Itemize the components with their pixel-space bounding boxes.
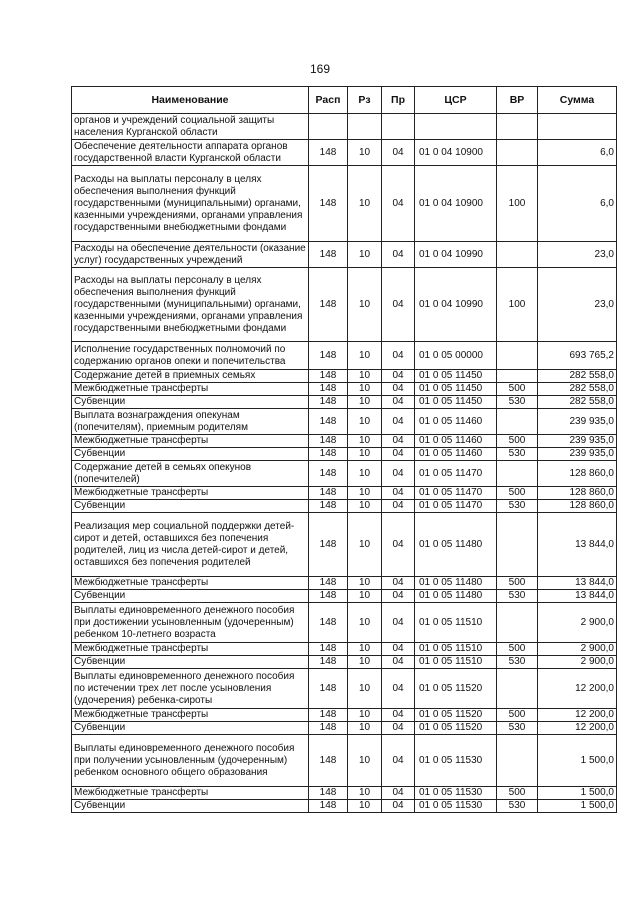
cell-vr <box>497 513 538 577</box>
cell-rz: 10 <box>348 383 382 396</box>
cell-rasp: 148 <box>309 722 348 735</box>
header-pr: Пр <box>382 87 415 114</box>
cell-csr: 01 0 04 10990 <box>415 268 497 342</box>
cell-rasp: 148 <box>309 669 348 709</box>
cell-rz: 10 <box>348 242 382 268</box>
cell-name: Расходы на обеспечение деятельности (оказание услуг) государственных учреждений <box>72 242 309 268</box>
cell-csr: 01 0 05 11510 <box>415 603 497 643</box>
table-row <box>72 787 617 800</box>
cell-sum: 239 935,0 <box>538 409 617 435</box>
cell-vr: 530 <box>497 656 538 669</box>
cell-pr: 04 <box>382 342 415 370</box>
cell-rz: 10 <box>348 709 382 722</box>
cell-pr: 04 <box>382 166 415 242</box>
table-row <box>72 268 617 342</box>
cell-csr: 01 0 05 11530 <box>415 735 497 787</box>
table-row <box>72 396 617 409</box>
cell-pr: 04 <box>382 370 415 383</box>
cell-name: Расходы на выплаты персоналу в целях обеспечения выполнения функций государственными (муниципальными) органами, казенными учреждениями, органами управления государственными внебюджетными фондами <box>72 166 309 242</box>
cell-rasp <box>309 114 348 140</box>
header-name: Наименование <box>72 87 309 114</box>
cell-name: Межбюджетные трансферты <box>72 383 309 396</box>
header-sum: Сумма <box>538 87 617 114</box>
cell-rz: 10 <box>348 166 382 242</box>
table-body <box>72 114 617 813</box>
cell-rasp: 148 <box>309 590 348 603</box>
table-row <box>72 487 617 500</box>
cell-csr: 01 0 05 11460 <box>415 409 497 435</box>
cell-pr: 04 <box>382 669 415 709</box>
cell-csr: 01 0 04 10900 <box>415 166 497 242</box>
cell-pr: 04 <box>382 722 415 735</box>
cell-pr: 04 <box>382 487 415 500</box>
budget-table <box>71 86 617 813</box>
cell-name: Содержание детей в приемных семьях <box>72 370 309 383</box>
cell-csr: 01 0 05 11480 <box>415 513 497 577</box>
cell-sum: 13 844,0 <box>538 590 617 603</box>
cell-vr <box>497 669 538 709</box>
cell-pr: 04 <box>382 409 415 435</box>
cell-sum: 693 765,2 <box>538 342 617 370</box>
cell-rasp: 148 <box>309 342 348 370</box>
cell-rz: 10 <box>348 643 382 656</box>
cell-rz: 10 <box>348 787 382 800</box>
header-csr: ЦСР <box>415 87 497 114</box>
table-row <box>72 500 617 513</box>
table-row <box>72 383 617 396</box>
table-row <box>72 370 617 383</box>
cell-sum: 1 500,0 <box>538 787 617 800</box>
cell-csr: 01 0 05 11460 <box>415 448 497 461</box>
table-row <box>72 800 617 813</box>
cell-name: Выплаты единовременного денежного пособия по истечении трех лет после усыновления (удочерения) ребенка-сироты <box>72 669 309 709</box>
cell-rz: 10 <box>348 590 382 603</box>
cell-rasp: 148 <box>309 448 348 461</box>
cell-csr <box>415 114 497 140</box>
cell-csr: 01 0 05 11470 <box>415 461 497 487</box>
cell-sum: 12 200,0 <box>538 669 617 709</box>
cell-rasp: 148 <box>309 787 348 800</box>
cell-rz: 10 <box>348 735 382 787</box>
cell-rz: 10 <box>348 577 382 590</box>
cell-name: Межбюджетные трансферты <box>72 577 309 590</box>
cell-rasp: 148 <box>309 242 348 268</box>
table-row <box>72 461 617 487</box>
cell-name: Субвенции <box>72 800 309 813</box>
cell-vr: 500 <box>497 787 538 800</box>
table-header-row <box>72 87 617 114</box>
cell-csr: 01 0 05 00000 <box>415 342 497 370</box>
cell-rz: 10 <box>348 656 382 669</box>
table-row <box>72 722 617 735</box>
cell-rz: 10 <box>348 722 382 735</box>
cell-pr: 04 <box>382 461 415 487</box>
cell-rz: 10 <box>348 513 382 577</box>
cell-csr: 01 0 05 11480 <box>415 577 497 590</box>
cell-csr: 01 0 05 11530 <box>415 800 497 813</box>
cell-sum: 282 558,0 <box>538 383 617 396</box>
cell-rz: 10 <box>348 140 382 166</box>
cell-rz: 10 <box>348 800 382 813</box>
cell-rasp: 148 <box>309 735 348 787</box>
cell-pr: 04 <box>382 513 415 577</box>
cell-csr: 01 0 05 11520 <box>415 669 497 709</box>
cell-csr: 01 0 05 11510 <box>415 643 497 656</box>
cell-rz: 10 <box>348 435 382 448</box>
cell-vr <box>497 409 538 435</box>
table-row <box>72 242 617 268</box>
cell-csr: 01 0 05 11450 <box>415 383 497 396</box>
table-row <box>72 735 617 787</box>
cell-sum: 6,0 <box>538 166 617 242</box>
cell-name: Межбюджетные трансферты <box>72 787 309 800</box>
cell-vr: 500 <box>497 709 538 722</box>
cell-name: Субвенции <box>72 656 309 669</box>
cell-sum: 2 900,0 <box>538 603 617 643</box>
cell-name: Межбюджетные трансферты <box>72 643 309 656</box>
cell-vr: 530 <box>497 800 538 813</box>
table-row <box>72 342 617 370</box>
cell-pr: 04 <box>382 448 415 461</box>
table-row <box>72 709 617 722</box>
cell-sum: 12 200,0 <box>538 722 617 735</box>
cell-name: Субвенции <box>72 590 309 603</box>
cell-sum: 23,0 <box>538 242 617 268</box>
cell-vr: 500 <box>497 643 538 656</box>
table-row <box>72 140 617 166</box>
cell-rasp: 148 <box>309 800 348 813</box>
cell-vr <box>497 140 538 166</box>
cell-csr: 01 0 05 11510 <box>415 656 497 669</box>
cell-rz: 10 <box>348 461 382 487</box>
header-rasp: Расп <box>309 87 348 114</box>
cell-sum: 282 558,0 <box>538 370 617 383</box>
cell-rz: 10 <box>348 396 382 409</box>
cell-csr: 01 0 05 11460 <box>415 435 497 448</box>
cell-pr: 04 <box>382 735 415 787</box>
cell-name: Расходы на выплаты персоналу в целях обеспечения выполнения функций государственными (муниципальными) органами, казенными учреждениями, органами управления государственными внебюджетными фондами <box>72 268 309 342</box>
cell-rz: 10 <box>348 370 382 383</box>
cell-name: Субвенции <box>72 448 309 461</box>
cell-csr: 01 0 05 11480 <box>415 590 497 603</box>
cell-csr: 01 0 04 10900 <box>415 140 497 166</box>
cell-pr: 04 <box>382 643 415 656</box>
cell-vr <box>497 114 538 140</box>
cell-vr: 100 <box>497 166 538 242</box>
cell-name: Выплаты единовременного денежного пособия при достижении усыновленным (удочеренным) ребенком 10-летнего возраста <box>72 603 309 643</box>
cell-pr: 04 <box>382 242 415 268</box>
cell-sum: 1 500,0 <box>538 800 617 813</box>
cell-vr: 500 <box>497 383 538 396</box>
cell-sum: 6,0 <box>538 140 617 166</box>
cell-rz: 10 <box>348 669 382 709</box>
cell-vr: 530 <box>497 448 538 461</box>
cell-sum: 239 935,0 <box>538 448 617 461</box>
cell-rz: 10 <box>348 448 382 461</box>
cell-sum: 128 860,0 <box>538 500 617 513</box>
cell-rasp: 148 <box>309 370 348 383</box>
cell-rasp: 148 <box>309 709 348 722</box>
cell-vr <box>497 242 538 268</box>
cell-rasp: 148 <box>309 577 348 590</box>
cell-csr: 01 0 05 11520 <box>415 709 497 722</box>
cell-vr: 530 <box>497 500 538 513</box>
cell-sum: 12 200,0 <box>538 709 617 722</box>
cell-rz: 10 <box>348 603 382 643</box>
cell-name: Межбюджетные трансферты <box>72 435 309 448</box>
cell-vr: 100 <box>497 268 538 342</box>
cell-csr: 01 0 05 11470 <box>415 500 497 513</box>
cell-sum: 23,0 <box>538 268 617 342</box>
cell-vr <box>497 735 538 787</box>
cell-csr: 01 0 05 11450 <box>415 396 497 409</box>
cell-rz: 10 <box>348 268 382 342</box>
cell-vr <box>497 342 538 370</box>
cell-rasp: 148 <box>309 513 348 577</box>
table-row <box>72 448 617 461</box>
cell-name: Реализация мер социальной поддержки детей-сирот и детей, оставшихся без попечения родителей, лиц из числа детей-сирот и детей, оставшихся без попечения родителей <box>72 513 309 577</box>
cell-csr: 01 0 05 11450 <box>415 370 497 383</box>
cell-rz: 10 <box>348 342 382 370</box>
cell-rasp: 148 <box>309 643 348 656</box>
table-row <box>72 435 617 448</box>
cell-rasp: 148 <box>309 603 348 643</box>
cell-rasp: 148 <box>309 383 348 396</box>
cell-pr: 04 <box>382 603 415 643</box>
cell-rasp: 148 <box>309 500 348 513</box>
cell-pr <box>382 114 415 140</box>
cell-sum: 2 900,0 <box>538 643 617 656</box>
cell-pr: 04 <box>382 268 415 342</box>
header-rz: Рз <box>348 87 382 114</box>
cell-vr <box>497 461 538 487</box>
cell-csr: 01 0 04 10990 <box>415 242 497 268</box>
cell-sum <box>538 114 617 140</box>
table-row <box>72 513 617 577</box>
cell-vr <box>497 603 538 643</box>
cell-vr: 530 <box>497 396 538 409</box>
cell-pr: 04 <box>382 577 415 590</box>
table-row <box>72 643 617 656</box>
cell-csr: 01 0 05 11470 <box>415 487 497 500</box>
cell-vr: 500 <box>497 577 538 590</box>
cell-sum: 128 860,0 <box>538 461 617 487</box>
cell-pr: 04 <box>382 383 415 396</box>
cell-pr: 04 <box>382 787 415 800</box>
cell-csr: 01 0 05 11530 <box>415 787 497 800</box>
cell-pr: 04 <box>382 396 415 409</box>
header-vr: ВР <box>497 87 538 114</box>
cell-name: Межбюджетные трансферты <box>72 487 309 500</box>
table-row <box>72 166 617 242</box>
cell-name: Обеспечение деятельности аппарата органов государственной власти Курганской области <box>72 140 309 166</box>
cell-pr: 04 <box>382 435 415 448</box>
cell-sum: 13 844,0 <box>538 577 617 590</box>
cell-name: Исполнение государственных полномочий по содержанию органов опеки и попечительства <box>72 342 309 370</box>
cell-name: Содержание детей в семьях опекунов (попечителей) <box>72 461 309 487</box>
cell-rasp: 148 <box>309 487 348 500</box>
cell-rasp: 148 <box>309 396 348 409</box>
cell-vr: 500 <box>497 487 538 500</box>
cell-vr: 500 <box>497 435 538 448</box>
cell-rasp: 148 <box>309 461 348 487</box>
cell-rasp: 148 <box>309 166 348 242</box>
cell-sum: 128 860,0 <box>538 487 617 500</box>
cell-name: Субвенции <box>72 396 309 409</box>
cell-name: Субвенции <box>72 500 309 513</box>
table-row <box>72 603 617 643</box>
cell-csr: 01 0 05 11520 <box>415 722 497 735</box>
cell-pr: 04 <box>382 800 415 813</box>
cell-rasp: 148 <box>309 140 348 166</box>
cell-pr: 04 <box>382 140 415 166</box>
table-row <box>72 590 617 603</box>
cell-rasp: 148 <box>309 268 348 342</box>
cell-name: Субвенции <box>72 722 309 735</box>
cell-rasp: 148 <box>309 409 348 435</box>
cell-name: Выплаты единовременного денежного пособия при получении усыновленным (удочеренным) ребенком основного общего образования <box>72 735 309 787</box>
cell-name: органов и учреждений социальной защиты населения Курганской области <box>72 114 309 140</box>
cell-rz: 10 <box>348 409 382 435</box>
table-row <box>72 656 617 669</box>
cell-pr: 04 <box>382 590 415 603</box>
cell-vr <box>497 370 538 383</box>
cell-sum: 13 844,0 <box>538 513 617 577</box>
cell-vr: 530 <box>497 590 538 603</box>
table-row <box>72 669 617 709</box>
cell-rz: 10 <box>348 500 382 513</box>
cell-sum: 1 500,0 <box>538 735 617 787</box>
table-row <box>72 114 617 140</box>
page-number: 169 <box>309 62 331 76</box>
table-row <box>72 577 617 590</box>
cell-rz: 10 <box>348 487 382 500</box>
cell-sum: 282 558,0 <box>538 396 617 409</box>
table-row <box>72 409 617 435</box>
cell-rasp: 148 <box>309 435 348 448</box>
cell-rz <box>348 114 382 140</box>
cell-name: Выплата вознаграждения опекунам (попечителям), приемным родителям <box>72 409 309 435</box>
cell-pr: 04 <box>382 500 415 513</box>
cell-rasp: 148 <box>309 656 348 669</box>
cell-name: Межбюджетные трансферты <box>72 709 309 722</box>
cell-pr: 04 <box>382 709 415 722</box>
cell-sum: 2 900,0 <box>538 656 617 669</box>
cell-sum: 239 935,0 <box>538 435 617 448</box>
cell-pr: 04 <box>382 656 415 669</box>
cell-vr: 530 <box>497 722 538 735</box>
